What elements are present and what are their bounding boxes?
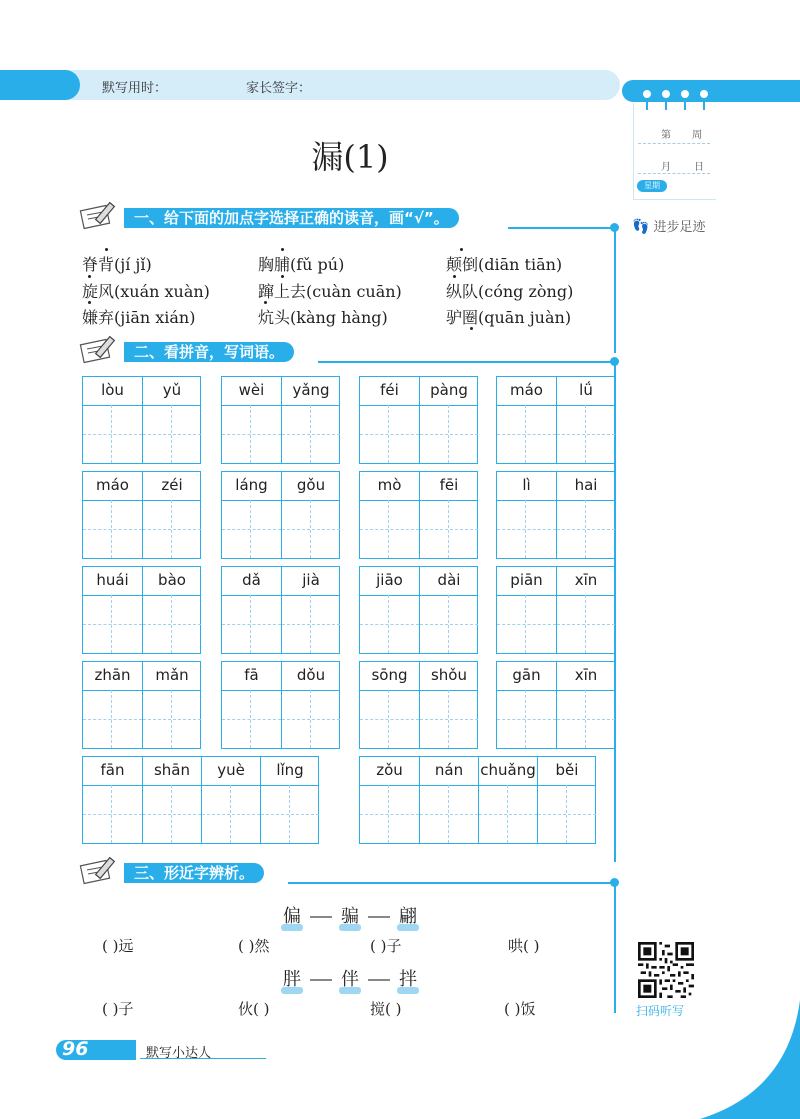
word-grid[interactable] xyxy=(221,471,340,559)
q1-item: 纵队(cóng zòng) xyxy=(446,282,574,301)
pinyin-label: fān xyxy=(100,761,125,779)
word-grid[interactable] xyxy=(82,471,201,559)
pinyin-label: bào xyxy=(158,571,186,589)
calendar-day: 日 xyxy=(694,162,704,173)
pinyin-label: yǔ xyxy=(162,381,182,399)
word-grid[interactable] xyxy=(359,566,478,654)
word-grid[interactable] xyxy=(221,661,340,749)
char-cell[interactable] xyxy=(360,472,419,558)
char-cell[interactable] xyxy=(360,377,419,463)
char-cell[interactable] xyxy=(419,377,478,463)
char-cell[interactable] xyxy=(497,377,556,463)
char-cell[interactable] xyxy=(497,567,556,653)
page-title: 漏(1) xyxy=(311,138,389,176)
emphasis-dot xyxy=(281,275,284,278)
char-cell[interactable] xyxy=(360,757,419,843)
section-header-1 xyxy=(78,200,618,230)
word-grid[interactable] xyxy=(359,756,596,844)
pinyin-label: yuè xyxy=(217,761,245,779)
char-cell[interactable] xyxy=(83,377,142,463)
word-grid[interactable] xyxy=(496,376,615,464)
similar-char: 偏 xyxy=(279,902,305,928)
pinyin-label: zhān xyxy=(94,666,131,684)
char-cell[interactable] xyxy=(83,662,142,748)
pinyin-label: nán xyxy=(434,761,464,779)
pencil-paper-icon xyxy=(78,334,124,364)
char-cell[interactable] xyxy=(281,662,340,748)
similar-char: 胖 xyxy=(279,965,305,991)
char-group-1 xyxy=(0,902,700,928)
pinyin-label: dǒu xyxy=(296,666,326,684)
pinyin-label: fēi xyxy=(439,476,459,494)
top-bar-tab xyxy=(0,70,80,100)
calendar-month: 月 xyxy=(661,162,671,173)
emphasis-dot xyxy=(453,275,456,278)
calendar-weekday: 星期 xyxy=(637,180,667,192)
section-header-3 xyxy=(78,855,618,885)
emphasis-dot xyxy=(470,327,473,330)
pinyin-label: chuǎng xyxy=(480,761,536,779)
char-cell[interactable] xyxy=(222,472,281,558)
similar-char: 拌 xyxy=(395,965,421,991)
pinyin-label: máo xyxy=(510,381,543,399)
char-cell[interactable] xyxy=(142,472,201,558)
fill-blank[interactable]: 伙( ) xyxy=(238,1000,270,1018)
char-cell[interactable] xyxy=(201,757,260,843)
similar-char: 骗 xyxy=(337,902,363,928)
q1-item: 驴圈(quān juàn) xyxy=(446,308,572,327)
section-header-2 xyxy=(78,334,618,364)
pinyin-label: lǐng xyxy=(276,761,304,779)
emphasis-dot xyxy=(264,301,267,304)
pinyin-label: wèi xyxy=(238,381,265,399)
pinyin-label: féi xyxy=(380,381,399,399)
char-cell[interactable] xyxy=(537,757,596,843)
top-bar xyxy=(0,70,620,100)
pinyin-label: xīn xyxy=(574,571,598,589)
footer-label: 默写小达人 xyxy=(146,1046,212,1061)
char-cell[interactable] xyxy=(281,377,340,463)
pencil-paper-icon xyxy=(78,855,124,885)
char-cell[interactable] xyxy=(281,472,340,558)
section-1-title: 一、给下面的加点字选择正确的读音，画“√”。 xyxy=(124,208,459,228)
dictation-time-label: 默写用时： xyxy=(102,81,168,96)
corner-decoration xyxy=(700,1000,800,1119)
pinyin-label: sōng xyxy=(371,666,408,684)
emphasis-dot xyxy=(105,248,108,251)
section-line xyxy=(318,361,616,363)
footprint-icon: 👣 xyxy=(632,219,650,235)
fill-blank[interactable]: ( )然 xyxy=(238,937,270,955)
fill-blank[interactable]: 搅( ) xyxy=(370,1000,402,1018)
emphasis-dot xyxy=(281,248,284,251)
fill-blank[interactable]: ( )饭 xyxy=(504,1000,536,1018)
char-cell[interactable] xyxy=(142,567,201,653)
pinyin-label: dài xyxy=(437,571,461,589)
pinyin-label: hai xyxy=(574,476,598,494)
char-cell[interactable] xyxy=(360,662,419,748)
pinyin-label: jià xyxy=(302,571,320,589)
pinyin-label: yǎng xyxy=(292,381,330,399)
pinyin-label: xīn xyxy=(574,666,598,684)
word-grid[interactable] xyxy=(359,471,478,559)
page-number: 96 xyxy=(62,1038,89,1060)
fill-blank[interactable]: ( )远 xyxy=(102,937,134,955)
word-grid[interactable] xyxy=(359,661,478,749)
pinyin-label: lǘ xyxy=(579,381,593,399)
word-grid[interactable] xyxy=(82,661,201,749)
emphasis-dot xyxy=(88,301,91,304)
fill-blank[interactable]: ( )子 xyxy=(370,937,402,955)
pencil-paper-icon xyxy=(78,200,124,230)
footer-line xyxy=(140,1058,266,1059)
section-line xyxy=(508,227,616,229)
word-grid[interactable] xyxy=(82,756,319,844)
word-grid[interactable] xyxy=(496,566,615,654)
char-cell[interactable] xyxy=(260,757,319,843)
char-cell[interactable] xyxy=(281,567,340,653)
q1-item: 颠倒(diān tiān) xyxy=(446,255,563,274)
pinyin-label: lòu xyxy=(101,381,124,399)
char-cell[interactable] xyxy=(419,567,478,653)
q1-item: 炕头(kàng hàng) xyxy=(258,308,388,327)
char-cell[interactable] xyxy=(497,662,556,748)
word-grid[interactable] xyxy=(496,661,615,749)
pinyin-label: zǒu xyxy=(376,761,403,779)
pinyin-label: fā xyxy=(244,666,259,684)
word-grid[interactable] xyxy=(82,376,201,464)
scan-label: 扫码听写 xyxy=(636,1004,685,1018)
char-cell[interactable] xyxy=(222,662,281,748)
pinyin-label: láng xyxy=(235,476,268,494)
q1-item: 胸脯(fǔ pú) xyxy=(258,255,345,274)
char-cell[interactable] xyxy=(142,757,201,843)
pinyin-label: piān xyxy=(510,571,543,589)
pinyin-label: běi xyxy=(555,761,579,779)
pinyin-label: pàng xyxy=(430,381,468,399)
char-cell[interactable] xyxy=(556,377,615,463)
char-cell[interactable] xyxy=(419,757,478,843)
char-cell[interactable] xyxy=(222,567,281,653)
pinyin-label: zéi xyxy=(161,476,183,494)
pinyin-label: gǒu xyxy=(296,476,326,494)
pinyin-label: lì xyxy=(522,476,531,494)
pinyin-label: gān xyxy=(512,666,541,684)
char-cell[interactable] xyxy=(556,567,615,653)
pinyin-label: jiāo xyxy=(376,571,403,589)
word-grid[interactable] xyxy=(221,566,340,654)
char-cell[interactable] xyxy=(556,472,615,558)
similar-char: 翩 xyxy=(395,902,421,928)
char-cell[interactable] xyxy=(83,567,142,653)
fill-blank[interactable]: ( )子 xyxy=(102,1000,134,1018)
calendar-week-suffix: 周 xyxy=(692,130,702,141)
word-grid[interactable] xyxy=(221,376,340,464)
fill-blank[interactable]: 哄( ) xyxy=(508,937,540,955)
q1-item: 脊背(jí jǐ) xyxy=(82,255,152,274)
word-grid[interactable] xyxy=(496,471,615,559)
similar-char: 伴 xyxy=(337,965,363,991)
q1-item: 嫌弃(jiān xián) xyxy=(82,308,196,327)
emphasis-dot xyxy=(460,248,463,251)
char-cell[interactable] xyxy=(83,757,142,843)
pinyin-label: máo xyxy=(96,476,129,494)
pinyin-label: shǒu xyxy=(430,666,467,684)
parent-sign-label: 家长签字： xyxy=(246,81,312,96)
calendar-week-prefix: 第 xyxy=(661,130,671,141)
q1-item: 蹿上去(cuàn cuān) xyxy=(258,282,402,301)
char-cell[interactable] xyxy=(142,662,201,748)
q1-item: 旋风(xuán xuàn) xyxy=(82,282,210,301)
section-line xyxy=(288,882,616,884)
pinyin-label: huái xyxy=(96,571,129,589)
pinyin-label: mò xyxy=(377,476,402,494)
word-grid[interactable] xyxy=(359,376,478,464)
char-cell[interactable] xyxy=(556,662,615,748)
section-2-title: 二、看拼音，写词语。 xyxy=(124,342,294,362)
char-cell[interactable] xyxy=(497,472,556,558)
pinyin-label: shān xyxy=(153,761,191,779)
char-cell[interactable] xyxy=(419,472,478,558)
section-3-title: 三、形近字辨析。 xyxy=(124,863,264,883)
char-cell[interactable] xyxy=(478,757,537,843)
qr-code-icon[interactable] xyxy=(638,942,694,998)
char-cell[interactable] xyxy=(222,377,281,463)
word-grid[interactable] xyxy=(82,566,201,654)
char-cell[interactable] xyxy=(360,567,419,653)
char-cell[interactable] xyxy=(142,377,201,463)
pinyin-label: mǎn xyxy=(155,666,189,684)
pinyin-label: dǎ xyxy=(242,571,261,589)
char-group-2 xyxy=(0,965,700,991)
char-cell[interactable] xyxy=(419,662,478,748)
char-cell[interactable] xyxy=(83,472,142,558)
emphasis-dot xyxy=(88,275,91,278)
progress-label: 👣 进步足迹 xyxy=(632,219,706,235)
